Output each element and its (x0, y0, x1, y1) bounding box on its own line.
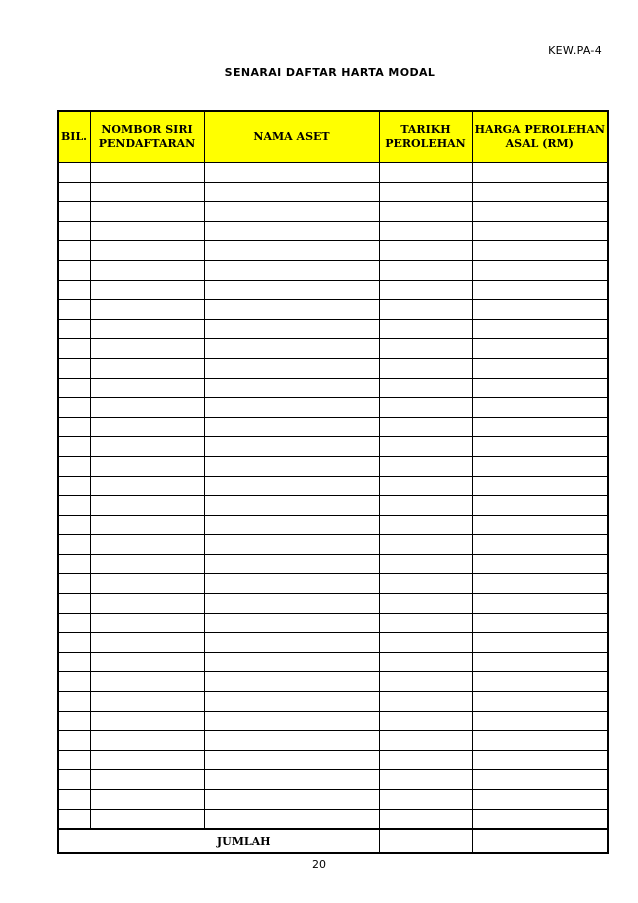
table-cell[interactable] (472, 476, 608, 496)
table-cell[interactable] (58, 221, 90, 241)
table-cell[interactable] (90, 339, 204, 359)
total-cell-tarikh (379, 829, 472, 853)
table-cell[interactable] (204, 437, 379, 457)
table-cell[interactable] (58, 672, 90, 692)
table-cell[interactable] (472, 260, 608, 280)
table-cell[interactable] (204, 280, 379, 300)
table-cell[interactable] (58, 750, 90, 770)
table-cell[interactable] (58, 731, 90, 751)
table-cell[interactable] (379, 809, 472, 829)
table-cell[interactable] (90, 456, 204, 476)
table-cell[interactable] (90, 633, 204, 653)
table-cell[interactable] (379, 594, 472, 614)
table-cell[interactable] (58, 260, 90, 280)
table-cell[interactable] (204, 672, 379, 692)
table-cell[interactable] (379, 378, 472, 398)
table-cell[interactable] (58, 515, 90, 535)
table-cell[interactable] (58, 692, 90, 712)
table-cell[interactable] (379, 790, 472, 810)
table-cell[interactable] (204, 182, 379, 202)
table-row (58, 692, 608, 712)
table-cell[interactable] (58, 554, 90, 574)
table-row (58, 476, 608, 496)
table-cell[interactable] (90, 398, 204, 418)
table-cell[interactable] (90, 652, 204, 672)
table-row (58, 319, 608, 339)
table-cell[interactable] (472, 750, 608, 770)
table-row (58, 221, 608, 241)
table-cell[interactable] (472, 319, 608, 339)
asset-register-table (57, 110, 609, 854)
table-cell[interactable] (204, 554, 379, 574)
table-cell[interactable] (58, 496, 90, 516)
table-cell[interactable] (90, 280, 204, 300)
table-row (58, 731, 608, 751)
table-cell[interactable] (472, 672, 608, 692)
table-cell[interactable] (90, 182, 204, 202)
table-cell[interactable] (472, 535, 608, 555)
table-cell[interactable] (58, 613, 90, 633)
table-cell[interactable] (472, 358, 608, 378)
table-cell[interactable] (379, 496, 472, 516)
table-cell[interactable] (58, 241, 90, 261)
table-cell[interactable] (90, 711, 204, 731)
table-cell[interactable] (204, 652, 379, 672)
table-row (58, 417, 608, 437)
table-cell[interactable] (379, 770, 472, 790)
table-cell[interactable] (90, 319, 204, 339)
table-cell[interactable] (379, 652, 472, 672)
table-cell[interactable] (204, 750, 379, 770)
table-cell[interactable] (58, 398, 90, 418)
table-cell[interactable] (379, 339, 472, 359)
table-cell[interactable] (204, 300, 379, 320)
table-cell[interactable] (90, 809, 204, 829)
table-cell[interactable] (58, 456, 90, 476)
table-cell[interactable] (379, 613, 472, 633)
table-cell[interactable] (472, 633, 608, 653)
table-row (58, 456, 608, 476)
table-cell[interactable] (58, 300, 90, 320)
table-cell[interactable] (379, 300, 472, 320)
table-cell[interactable] (58, 652, 90, 672)
table-cell[interactable] (204, 476, 379, 496)
table-cell[interactable] (58, 437, 90, 457)
table-cell[interactable] (472, 241, 608, 261)
table-cell[interactable] (379, 417, 472, 437)
header-nama-aset: NAMA ASET (204, 111, 379, 163)
table-cell[interactable] (90, 163, 204, 183)
table-cell[interactable] (90, 613, 204, 633)
table-cell[interactable] (204, 260, 379, 280)
table-row (58, 672, 608, 692)
table-cell[interactable] (58, 378, 90, 398)
header-bil: BIL. (58, 111, 90, 163)
table-row (58, 300, 608, 320)
table-cell[interactable] (90, 241, 204, 261)
table-cell[interactable] (58, 202, 90, 222)
table-cell[interactable] (472, 790, 608, 810)
table-cell[interactable] (472, 202, 608, 222)
table-cell[interactable] (472, 378, 608, 398)
table-cell[interactable] (204, 633, 379, 653)
header-harga-perolehan: HARGA PEROLEHAN ASAL (RM) (472, 111, 608, 163)
table-cell[interactable] (90, 358, 204, 378)
table-cell[interactable] (379, 672, 472, 692)
form-code: KEW.PA-4 (548, 44, 602, 57)
table-cell[interactable] (472, 417, 608, 437)
table-cell[interactable] (90, 202, 204, 222)
table-cell[interactable] (58, 770, 90, 790)
table-row (58, 437, 608, 457)
table-cell[interactable] (58, 594, 90, 614)
table-row (58, 378, 608, 398)
table-row (58, 770, 608, 790)
table-cell[interactable] (379, 221, 472, 241)
table-row (58, 594, 608, 614)
table-row (58, 574, 608, 594)
table-body (58, 163, 608, 830)
table-cell[interactable] (90, 574, 204, 594)
table-row (58, 163, 608, 183)
table-row (58, 633, 608, 653)
table-row (58, 202, 608, 222)
table-cell[interactable] (90, 437, 204, 457)
header-nombor-siri: NOMBOR SIRI PENDAFTARAN (90, 111, 204, 163)
table-cell[interactable] (58, 809, 90, 829)
table-row (58, 750, 608, 770)
table-cell[interactable] (204, 770, 379, 790)
table-cell[interactable] (204, 378, 379, 398)
table-row (58, 358, 608, 378)
table-cell[interactable] (58, 535, 90, 555)
table-cell[interactable] (472, 221, 608, 241)
table-cell[interactable] (204, 535, 379, 555)
table-cell[interactable] (472, 163, 608, 183)
table-cell[interactable] (58, 711, 90, 731)
table-row (58, 790, 608, 810)
table-cell[interactable] (204, 711, 379, 731)
table-row (58, 339, 608, 359)
table-cell[interactable] (90, 300, 204, 320)
table-cell[interactable] (379, 202, 472, 222)
table-cell[interactable] (58, 339, 90, 359)
table-cell[interactable] (379, 260, 472, 280)
table-cell[interactable] (204, 731, 379, 751)
table-cell[interactable] (90, 496, 204, 516)
table-cell[interactable] (90, 554, 204, 574)
table-cell[interactable] (58, 358, 90, 378)
table-cell[interactable] (379, 319, 472, 339)
table-cell[interactable] (379, 163, 472, 183)
table-row (58, 260, 608, 280)
table-cell[interactable] (58, 319, 90, 339)
table-cell[interactable] (204, 339, 379, 359)
table-cell[interactable] (472, 456, 608, 476)
total-label: JUMLAH (58, 829, 379, 853)
table-cell[interactable] (472, 613, 608, 633)
header-tarikh-perolehan: TARIKH PEROLEHAN (379, 111, 472, 163)
page-number: 20 (312, 858, 326, 871)
table-cell[interactable] (90, 417, 204, 437)
table-cell[interactable] (58, 633, 90, 653)
table-cell[interactable] (90, 221, 204, 241)
table-row (58, 515, 608, 535)
table-cell[interactable] (90, 535, 204, 555)
table-cell[interactable] (90, 770, 204, 790)
table-cell[interactable] (90, 692, 204, 712)
table-cell[interactable] (204, 594, 379, 614)
table-cell[interactable] (472, 398, 608, 418)
table-cell[interactable] (204, 358, 379, 378)
table-cell[interactable] (379, 476, 472, 496)
page-title: SENARAI DAFTAR HARTA MODAL (224, 66, 436, 79)
table-cell[interactable] (379, 711, 472, 731)
table-cell[interactable] (472, 652, 608, 672)
table-cell[interactable] (204, 417, 379, 437)
table-cell[interactable] (90, 378, 204, 398)
table-cell[interactable] (90, 260, 204, 280)
table-cell[interactable] (472, 692, 608, 712)
table-cell[interactable] (204, 790, 379, 810)
table-cell[interactable] (204, 398, 379, 418)
table-cell[interactable] (58, 182, 90, 202)
table-cell[interactable] (379, 456, 472, 476)
table-cell[interactable] (58, 417, 90, 437)
table-row (58, 241, 608, 261)
table-cell[interactable] (204, 241, 379, 261)
table-cell[interactable] (379, 358, 472, 378)
table-cell[interactable] (58, 574, 90, 594)
table-cell[interactable] (472, 182, 608, 202)
table-row (58, 182, 608, 202)
table-cell[interactable] (379, 515, 472, 535)
table-cell[interactable] (472, 574, 608, 594)
table-cell[interactable] (379, 633, 472, 653)
table-cell[interactable] (472, 280, 608, 300)
table-cell[interactable] (379, 437, 472, 457)
table-cell[interactable] (379, 692, 472, 712)
table-cell[interactable] (204, 202, 379, 222)
table-row (58, 809, 608, 829)
table-cell[interactable] (379, 731, 472, 751)
table-cell[interactable] (90, 790, 204, 810)
table-row (58, 554, 608, 574)
table-cell[interactable] (472, 770, 608, 790)
table-cell[interactable] (90, 672, 204, 692)
table-cell[interactable] (379, 750, 472, 770)
table-row (58, 711, 608, 731)
table-cell[interactable] (379, 241, 472, 261)
table-row (58, 496, 608, 516)
table-row (58, 652, 608, 672)
table-cell[interactable] (472, 809, 608, 829)
table-cell[interactable] (204, 221, 379, 241)
table-cell[interactable] (204, 613, 379, 633)
table-cell[interactable] (472, 554, 608, 574)
table-cell[interactable] (204, 574, 379, 594)
table-cell[interactable] (472, 731, 608, 751)
total-row (58, 829, 608, 853)
table-row (58, 398, 608, 418)
table-cell[interactable] (204, 515, 379, 535)
table-cell[interactable] (472, 300, 608, 320)
table-cell[interactable] (90, 731, 204, 751)
table-cell[interactable] (204, 692, 379, 712)
table-cell[interactable] (472, 594, 608, 614)
table-cell[interactable] (472, 711, 608, 731)
table-cell[interactable] (204, 456, 379, 476)
table-cell[interactable] (90, 515, 204, 535)
table-cell[interactable] (90, 476, 204, 496)
table-cell[interactable] (204, 319, 379, 339)
table-cell[interactable] (204, 163, 379, 183)
table-cell[interactable] (204, 809, 379, 829)
table-cell[interactable] (379, 574, 472, 594)
table-cell[interactable] (379, 554, 472, 574)
table-row (58, 613, 608, 633)
table-cell[interactable] (90, 594, 204, 614)
table-cell[interactable] (379, 398, 472, 418)
table-cell[interactable] (379, 535, 472, 555)
table-cell[interactable] (472, 437, 608, 457)
table-header-row (58, 111, 608, 163)
table-cell[interactable] (472, 496, 608, 516)
table-cell[interactable] (472, 515, 608, 535)
table-cell[interactable] (58, 476, 90, 496)
table-row (58, 280, 608, 300)
table-cell[interactable] (58, 280, 90, 300)
table-cell[interactable] (204, 496, 379, 516)
table-cell[interactable] (379, 182, 472, 202)
table-cell[interactable] (58, 163, 90, 183)
total-value-cell (472, 829, 608, 853)
table-cell[interactable] (90, 750, 204, 770)
table-cell[interactable] (379, 280, 472, 300)
table-cell[interactable] (472, 339, 608, 359)
table-row (58, 535, 608, 555)
table-cell[interactable] (58, 790, 90, 810)
